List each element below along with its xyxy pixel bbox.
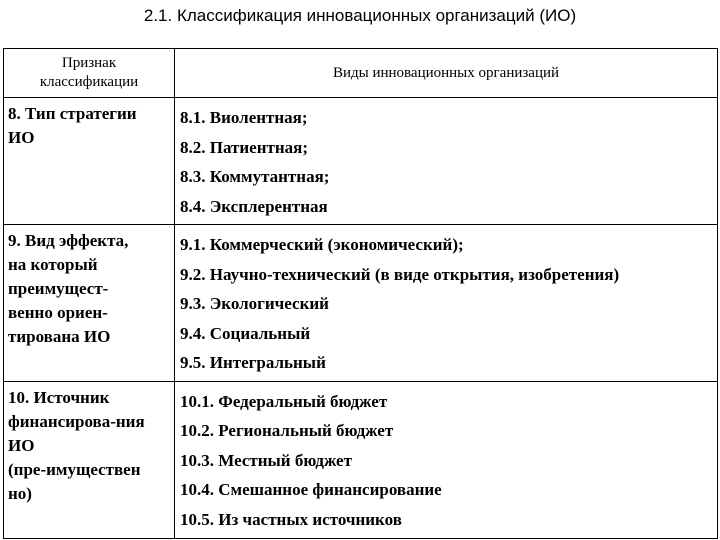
table-row	[4, 381, 718, 538]
types-cell	[175, 381, 718, 538]
type-item: 10.2. Региональный бюджет	[180, 421, 394, 440]
header-types: Виды инновационных организаций	[175, 49, 718, 98]
type-item: 8.1. Виолентная;	[180, 108, 308, 127]
criterion-line: преимущест-	[8, 279, 109, 298]
type-item: 10.1. Федеральный бюджет	[180, 391, 388, 411]
classification-table	[3, 48, 718, 539]
table-header-row	[4, 49, 718, 98]
type-item: 9.1. Коммерческий (экономический);	[180, 235, 464, 254]
slide-title: 2.1. Классификация инновационных организаций (ИО)	[143, 6, 577, 25]
criterion-line: 8. Тип стратегии	[8, 104, 137, 123]
type-item: 10.4. Смешанное финансирование	[180, 480, 442, 499]
criterion-line: ИО	[8, 435, 35, 455]
header-criterion: Признак классификации	[4, 49, 175, 98]
criterion-line: но)	[8, 483, 32, 503]
criterion-cell	[4, 98, 175, 225]
type-item: 9.4. Социальный	[180, 323, 311, 343]
type-item: 10.5. Из частных источников	[180, 509, 402, 529]
criterion-line: тирована ИО	[8, 327, 111, 346]
criterion-line: финансирова-ния	[8, 411, 145, 431]
type-item: 9.2. Научно-технический (в виде открытия, изобретения)	[180, 264, 620, 284]
type-item: 9.5. Интегральный	[180, 353, 326, 372]
type-item: 8.3. Коммутантная;	[180, 167, 330, 186]
type-item: 8.4. Эксплерентная	[180, 196, 328, 216]
table-row	[4, 225, 718, 382]
criterion-line: 9. Вид эффекта,	[8, 231, 129, 250]
type-item: 10.3. Местный бюджет	[180, 450, 352, 470]
criterion-line: 10. Источник	[8, 387, 110, 407]
type-item: 8.2. Патиентная;	[180, 137, 309, 157]
criterion-cell	[4, 225, 175, 382]
table-row	[4, 98, 718, 225]
type-item: 9.3. Экологический	[180, 294, 329, 313]
criterion-line: на который	[8, 255, 98, 274]
types-cell	[175, 225, 718, 382]
criterion-cell	[4, 381, 175, 538]
criterion-line: (пре-имуществен	[8, 459, 141, 479]
criterion-line: ИО	[8, 128, 35, 147]
criterion-line: венно ориен-	[8, 303, 108, 322]
types-cell	[175, 98, 718, 225]
